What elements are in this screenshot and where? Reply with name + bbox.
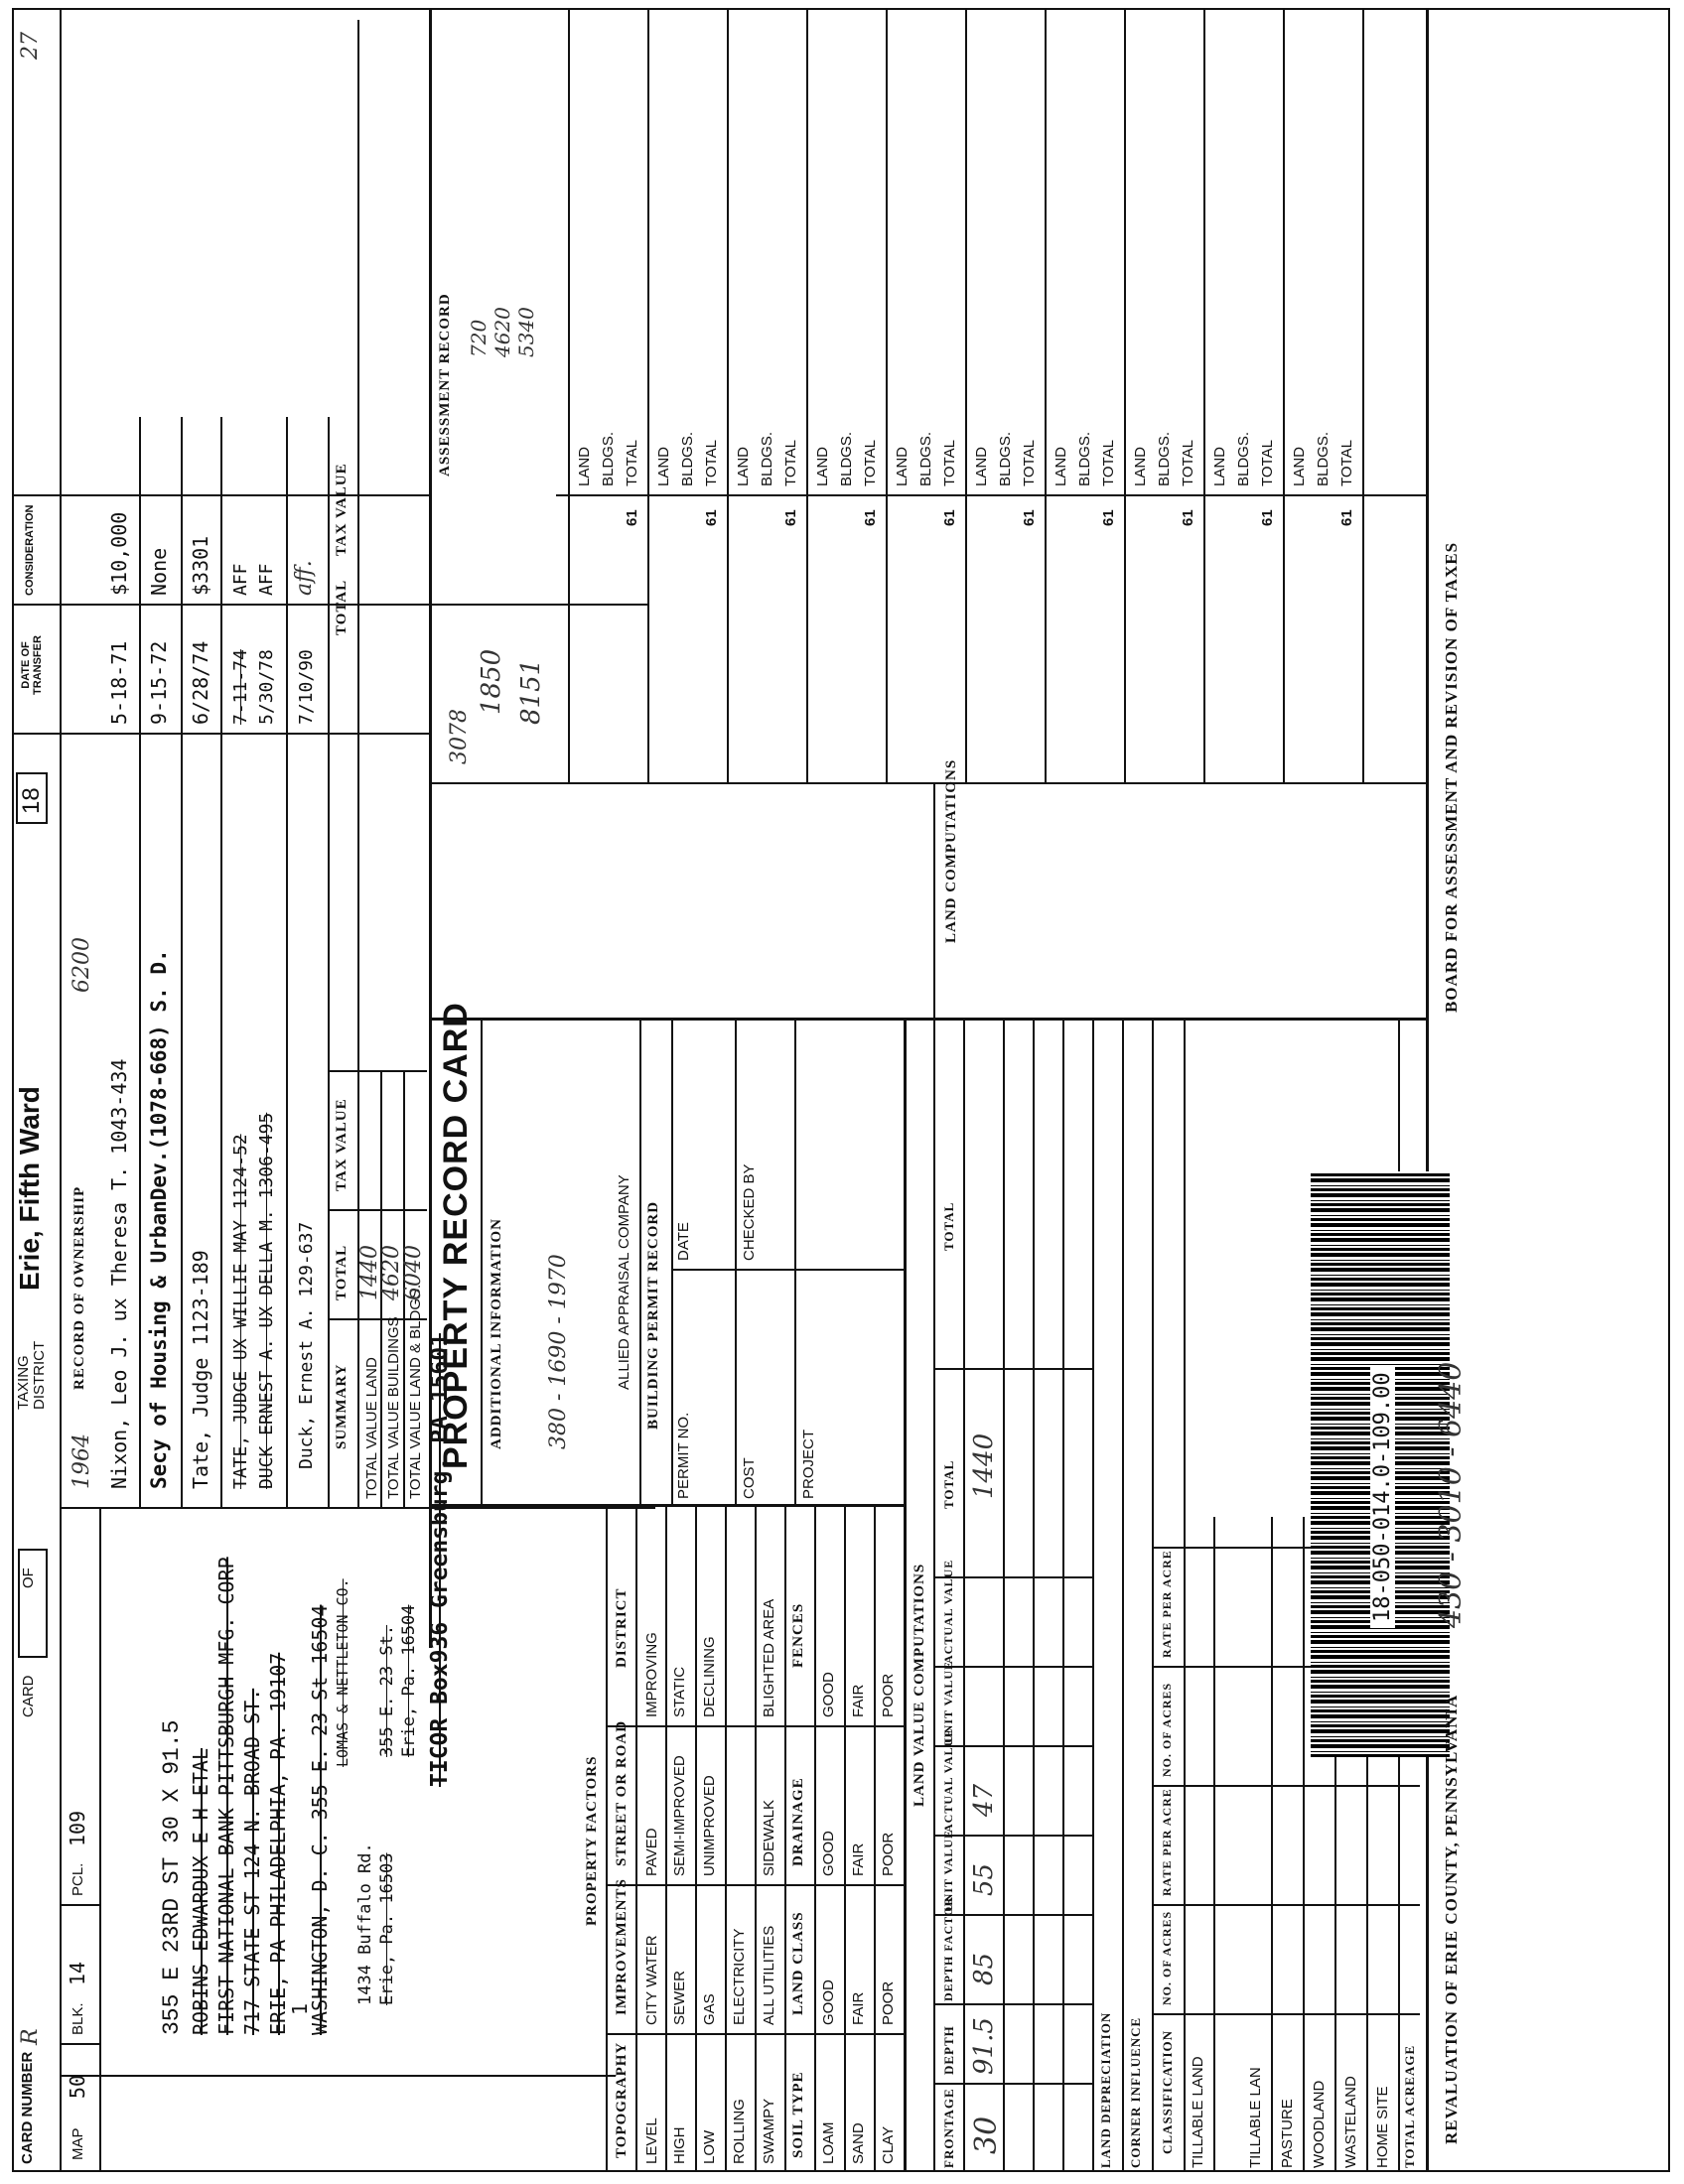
page-number: 27	[18, 32, 43, 60]
depth-value: 91.5	[969, 2017, 999, 2075]
assessment-top-value: 1850	[477, 648, 506, 715]
soil-header: SOIL TYPE	[790, 2071, 806, 2158]
assessment-label: LAND	[735, 446, 752, 486]
assessment-year: 61	[1180, 509, 1196, 526]
drainage-item: FAIR	[850, 1843, 867, 1876]
assessment-year: 61	[782, 509, 799, 526]
assessment-label: BLDGS.	[600, 431, 617, 486]
assessment-label: TOTAL	[703, 440, 720, 486]
summary-total-header: TOTAL	[334, 1244, 350, 1300]
total-acreage-label: TOTAL ACREAGE	[1402, 2044, 1417, 2168]
consideration-header: CONSIDERATION	[24, 504, 36, 596]
card-number-value: R	[18, 2028, 43, 2045]
assessment-year: 61	[1100, 509, 1117, 526]
owner-entry: Duck, Ernest A. 129-637	[296, 1221, 317, 1469]
drainage-header: DRAINAGE	[790, 1777, 806, 1866]
owner-entry: Secy of Housing & UrbanDev.(1078-668) S. D.	[147, 949, 171, 1489]
land-value-title: LAND VALUE COMPUTATIONS	[912, 1563, 927, 1807]
assessment-label: BLDGS.	[1156, 431, 1173, 486]
assessment-label: LAND	[1211, 446, 1228, 486]
assessment-label: TOTAL	[862, 440, 879, 486]
classification: TILLABLE LAN	[1247, 2067, 1264, 2168]
assessment-label: TOTAL	[941, 440, 958, 486]
property-factors-title: PROPERTY FACTORS	[584, 1755, 600, 1926]
assessment-year: 61	[862, 509, 879, 526]
permit-no-label: PERMIT NO.	[675, 1412, 692, 1499]
blk-label: BLK.	[70, 2002, 86, 2035]
topography-item: ROLLING	[731, 2099, 748, 2164]
assessment-year: 61	[1021, 509, 1038, 526]
row-total-value: 1440	[969, 1433, 999, 1499]
assessment-right-value: 720	[467, 319, 491, 357]
district-header: DISTRICT	[614, 1587, 630, 1668]
topography-header: TOPOGRAPHY	[614, 2041, 630, 2158]
assessment-label: BLDGS.	[838, 431, 855, 486]
acre-header: CLASSIFICATION	[1160, 2029, 1175, 2154]
consideration: $10,000	[107, 511, 131, 596]
street-header: STREET OR ROAD	[614, 1719, 630, 1866]
land-computations-label: LAND COMPUTATIONS	[943, 758, 959, 943]
classification: WOODLAND	[1311, 2080, 1328, 2168]
pcl-label: PCL.	[70, 1862, 86, 1896]
improvements-item: SEWER	[671, 1970, 688, 2025]
consideration: $3301	[189, 535, 212, 596]
assessment-label: BLDGS.	[917, 431, 934, 486]
map-value: 50	[66, 2074, 89, 2099]
soil-item: SAND	[850, 2122, 867, 2164]
lv-header: TOTAL	[941, 1459, 956, 1509]
fences-item: POOR	[880, 1673, 897, 1717]
transfer-date: 5/30/78	[256, 649, 277, 725]
improvements-item: CITY WATER	[643, 1935, 660, 2025]
fences-item: GOOD	[820, 1672, 837, 1717]
summary-total: 1440	[357, 1245, 382, 1300]
map-label: MAP	[70, 2127, 86, 2160]
summary-total-header-right: TOTAL	[334, 579, 350, 635]
lv-header: ACTUAL VALUE	[941, 1559, 955, 1664]
lv-header: TOTAL	[941, 1201, 956, 1251]
assessment-right-value: 5340	[514, 307, 538, 357]
improvements-item: ELECTRICITY	[731, 1928, 748, 2025]
street-item: PAVED	[643, 1828, 660, 1876]
assessment-label: LAND	[814, 446, 831, 486]
soil-item: LOAM	[820, 2121, 837, 2164]
additional-info-label: ADDITIONAL INFORMATION	[489, 1218, 504, 1449]
district-number: 18	[18, 787, 45, 814]
assessment-label: TOTAL	[1259, 440, 1276, 486]
transfer-date: 7-11-74	[230, 649, 251, 725]
topography-item: LOW	[701, 2129, 718, 2164]
address-line: ERIE, PA PHILADELPHIA, PA. 19107	[266, 1652, 290, 2035]
land-class-item: GOOD	[820, 1979, 837, 2025]
card-label: CARD	[20, 1675, 37, 1717]
owner-entry: Nixon, Leo J. ux Theresa T. 1043-434	[107, 1058, 131, 1489]
permit-title: BUILDING PERMIT RECORD	[645, 1200, 661, 1430]
assessment-label: BLDGS.	[679, 431, 696, 486]
drainage-item: GOOD	[820, 1831, 837, 1876]
lv-header: UNIT VALUE	[941, 1660, 955, 1743]
assessment-label: LAND	[973, 446, 990, 486]
classification: HOME SITE	[1374, 2086, 1391, 2168]
assessment-label: TOTAL	[1338, 440, 1355, 486]
improvements-item: GAS	[701, 1993, 718, 2025]
assessment-label: LAND	[1132, 446, 1149, 486]
acre-header: RATE PER ACRE	[1160, 1550, 1174, 1658]
taxing-district: Erie, Fifth Ward	[14, 1086, 45, 1291]
blk-value: 14	[66, 1961, 89, 1985]
consideration: None	[147, 547, 171, 596]
ownership-number-note: 6200	[70, 937, 94, 993]
address-line: ROBINS EDWARDUX E H ETAL	[189, 1748, 212, 2035]
date-header: DATE OF TRANSFER	[20, 635, 44, 695]
summary-tax-value-header-right: TAX VALUE	[334, 463, 350, 556]
assessment-label: LAND	[655, 446, 672, 486]
owner-entry: TATE, JUDGE UX WILLIE MAY 1124-52	[230, 1134, 251, 1489]
acre-header: NO. OF ACRES	[1160, 1682, 1174, 1777]
assessment-label: TOTAL	[1100, 440, 1117, 486]
address-line: TICOR Box936 Greensburg, PA 15601	[427, 1333, 453, 1787]
transfer-date: 6/28/74	[189, 640, 212, 725]
address-line: Erie, Pa. 16503	[377, 1852, 397, 2005]
district-item: IMPROVING	[643, 1632, 660, 1717]
assessment-label: TOTAL	[1180, 440, 1196, 486]
district-item: DECLINING	[701, 1636, 718, 1717]
assessment-stamp: 3078	[447, 709, 472, 764]
assessment-right-value: 4620	[491, 307, 514, 357]
assessment-label: BLDGS.	[759, 431, 775, 486]
card-box	[18, 1549, 48, 1658]
address-line: WASHINGTON, D. C. 355 E. 23 St 16504	[308, 1604, 332, 2035]
property-record-card-title: PROPERTY RECORD CARD	[437, 1002, 475, 1469]
improvements-header: IMPROVEMENTS	[614, 1878, 630, 2015]
assessment-label: BLDGS.	[1315, 431, 1332, 486]
assessment-label: TOTAL	[624, 440, 640, 486]
land-depreciation-label: LAND DEPRECIATION	[1098, 2011, 1113, 2168]
topography-item: SWAMPY	[761, 2098, 777, 2164]
summary-label: TOTAL VALUE LAND & BLDGS.	[407, 1284, 424, 1499]
fences-header: FENCES	[790, 1602, 806, 1668]
lv-header: DEPTH FACTOR	[941, 1896, 955, 2001]
topography-item: HIGH	[671, 2126, 688, 2164]
assessment-label: BLDGS.	[1076, 431, 1093, 486]
footer-right: BOARD FOR ASSESSMENT AND REVISION OF TAXES	[1442, 541, 1461, 1013]
classification: PASTURE	[1279, 2099, 1296, 2168]
owner-entry: Tate, Judge 1123-189	[189, 1250, 212, 1489]
street-item: UNIMPROVED	[701, 1775, 718, 1876]
land-class-item: FAIR	[850, 1991, 867, 2025]
assessment-year: 61	[624, 509, 640, 526]
improvements-item: ALL UTILITIES	[761, 1925, 777, 2025]
permit-date-label: DATE	[675, 1222, 692, 1261]
allied-appraisal: ALLIED APPRAISAL COMPANY	[616, 1174, 632, 1390]
summary-title: SUMMARY	[334, 1363, 350, 1449]
assessment-year: 61	[703, 509, 720, 526]
address-line: 1434 Buffalo Rd.	[355, 1843, 375, 2005]
lv-header: UNIT VALUE	[941, 1829, 955, 1912]
assessment-label: LAND	[894, 446, 911, 486]
lv-header: ACTUAL VALUE	[941, 1727, 955, 1833]
summary-total: 6040	[401, 1245, 426, 1300]
permit-cost-label: COST	[741, 1457, 758, 1499]
assessment-year: 61	[941, 509, 958, 526]
barcode-text: 18-050-014.0-109.00	[1370, 1366, 1395, 1628]
permit-project-label: PROJECT	[800, 1429, 817, 1499]
assessment-top-value: 8151	[516, 658, 546, 725]
of-label: OF	[20, 1568, 37, 1588]
summary-tax-value-header: TAX VALUE	[334, 1098, 350, 1191]
assessment-year: 61	[1338, 509, 1355, 526]
assessment-label: BLDGS.	[997, 431, 1014, 486]
lv-header: FRONTAGE	[941, 2088, 956, 2168]
checked-by-label: CHECKED BY	[741, 1163, 758, 1261]
assessment-label: LAND	[1052, 446, 1069, 486]
acre-header: RATE PER ACRE	[1160, 1788, 1174, 1896]
footer-handwritten: 430 - 3010 - 6440	[1434, 1361, 1469, 1628]
depth-factor-value: 85	[969, 1952, 999, 1985]
footer-left: REVALUATION OF ERIE COUNTY, PENNSYLVANIA	[1442, 1694, 1461, 2144]
drainage-item: POOR	[880, 1832, 897, 1876]
frontage-value: 30	[969, 2116, 1004, 2154]
assessment-year: 61	[1259, 509, 1276, 526]
address-line: 717 STATE ST 124 N. BROAD ST.	[240, 1688, 264, 2035]
classification: WASTELAND	[1342, 2076, 1359, 2168]
actual-value: 47	[969, 1783, 999, 1817]
street-item: SEMI-IMPROVED	[671, 1755, 688, 1876]
assessment-label: TOTAL	[782, 440, 799, 486]
summary-label: TOTAL VALUE LAND	[363, 1357, 380, 1499]
district-item: STATIC	[671, 1666, 688, 1717]
assessment-title: ASSESSMENT RECORD	[437, 293, 453, 477]
address-line: FIRST NATIONAL BANK PITTSBURGH MFG. CORP	[214, 1557, 238, 2035]
topography-item: LEVEL	[643, 2117, 660, 2164]
transfer-date: 7/10/90	[296, 649, 317, 725]
summary-label: TOTAL VALUE BUILDINGS	[385, 1316, 402, 1499]
unit-value: 55	[969, 1862, 999, 1896]
land-class-item: POOR	[880, 1980, 897, 2025]
street-item: SIDEWALK	[761, 1800, 777, 1876]
assessment-label: LAND	[1291, 446, 1308, 486]
ownership-year-note: 1964	[70, 1433, 94, 1489]
owner-entry: DUCK ERNEST A. UX DELLA M. 1306-495	[256, 1112, 277, 1489]
acre-header: NO. OF ACRES	[1160, 1910, 1174, 2005]
lv-header: DEPTH	[941, 2025, 956, 2075]
assessment-label: BLDGS.	[1235, 431, 1252, 486]
corner-influence-label: CORNER INFLUENCE	[1128, 2016, 1143, 2168]
address-line: 355 E 23RD ST 30 X 91.5	[159, 1719, 185, 2035]
district-item: BLIGHTED AREA	[761, 1598, 777, 1717]
additional-info-note: 380 - 1690 - 1970	[546, 1254, 571, 1449]
ownership-title: RECORD OF OWNERSHIP	[71, 1185, 87, 1390]
summary-total: 4620	[379, 1245, 404, 1300]
address-line: Erie, Pa. 16504	[399, 1604, 419, 1757]
pcl-value: 109	[66, 1810, 89, 1846]
transfer-date: 9-15-72	[147, 640, 171, 725]
address-line: LOMAS & NETTLETON CO.	[334, 1578, 351, 1767]
address-line: 1	[288, 2002, 312, 2015]
fences-item: FAIR	[850, 1684, 867, 1717]
assessment-label: TOTAL	[1021, 440, 1038, 486]
consideration: AFF	[256, 563, 277, 596]
soil-item: CLAY	[880, 2125, 897, 2164]
consideration: aff.	[292, 560, 317, 596]
address-line: 355 E. 23 St.	[377, 1624, 397, 1757]
card-number-label: CARD NUMBER	[19, 2051, 36, 2164]
consideration: AFF	[230, 563, 251, 596]
transfer-date: 5-18-71	[107, 640, 131, 725]
land-class-header: LAND CLASS	[790, 1911, 806, 2015]
assessment-label: LAND	[576, 446, 593, 486]
taxing-district-label: TAXING DISTRICT	[15, 1340, 48, 1410]
classification: TILLABLE LAND	[1190, 2056, 1206, 2168]
